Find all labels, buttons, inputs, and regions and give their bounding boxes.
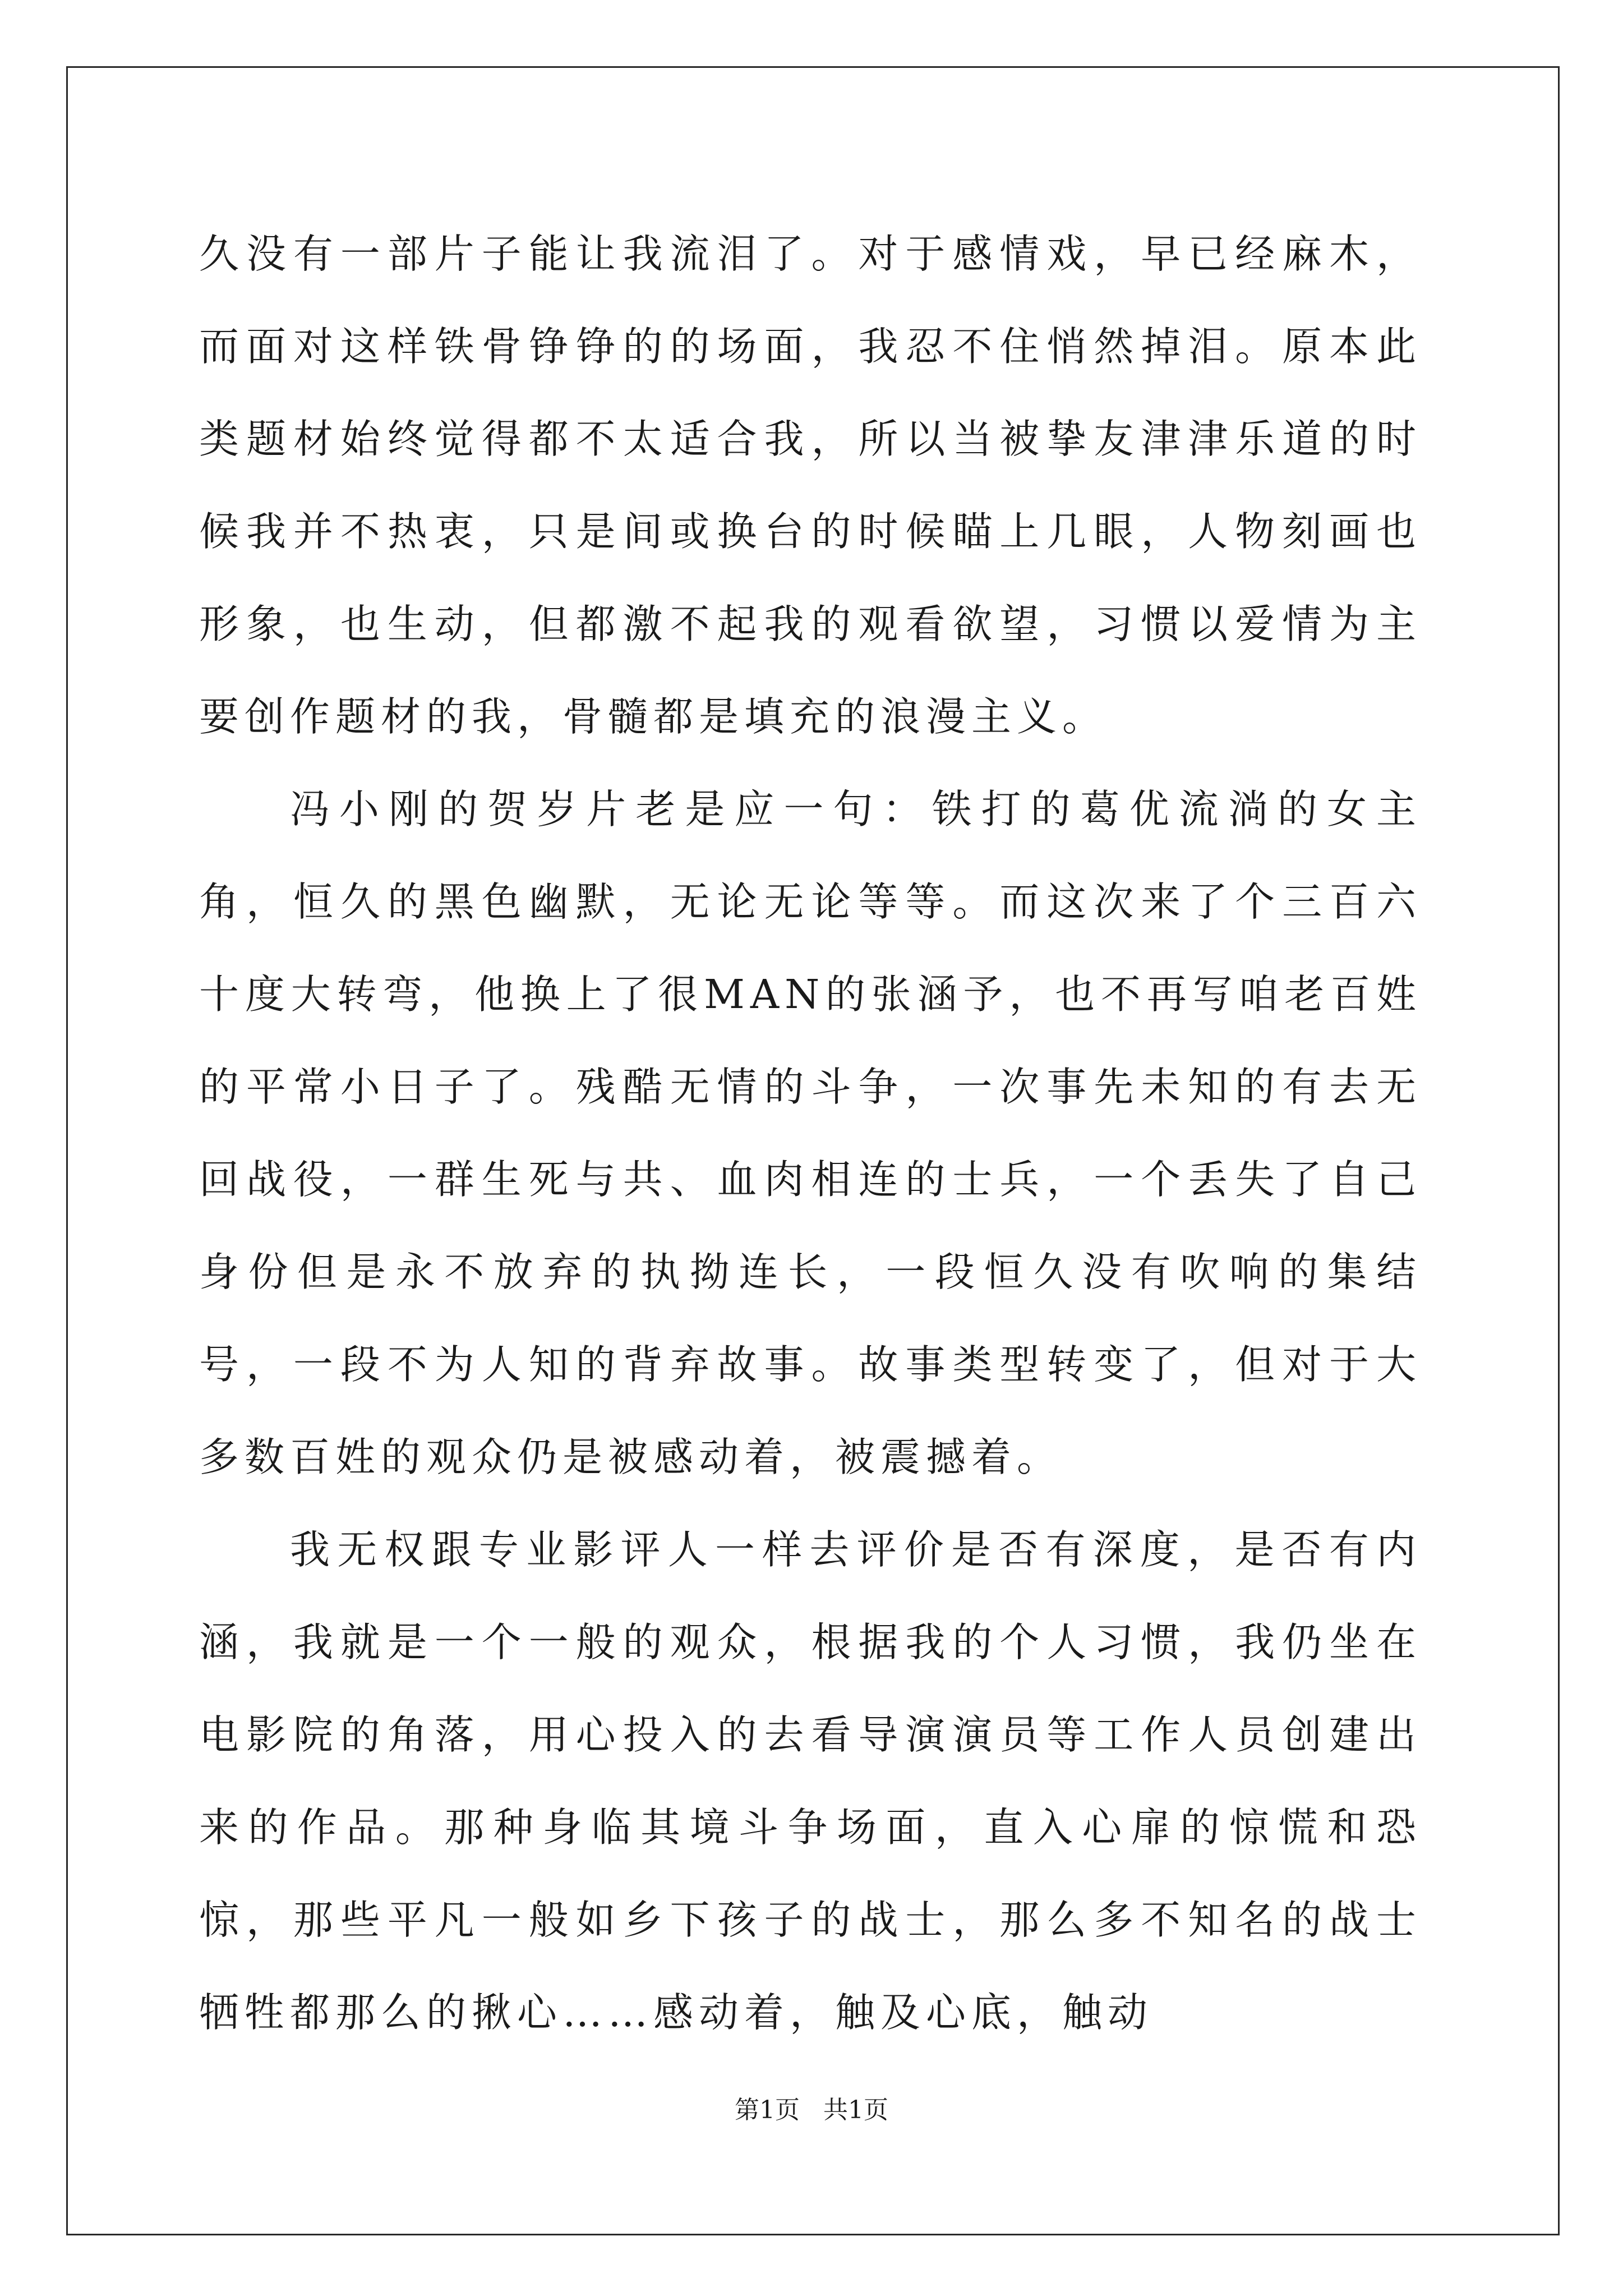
page-footer <box>0 2093 1623 2127</box>
paragraph-2: 冯小刚的贺岁片老是应一句：铁打的葛优流淌的女主角，恒久的黑色幽默，无论无论等等。而这次来了个三百六十度大转弯，他换上了很MAN的张涵予，也不再写咱老百姓的平常小日子了。残酷无情的斗争，一次事先未知的有去无回战役，一群生死与共、血肉相连的士兵，一个丢失了自己身份但是永不放弃的执拗连长，一段恒久没有吹响的集结号，一段不为人知的背弃故事。故事类型转变了，但对于大多数百姓的观众仍是被感动着，被震撼着。 <box>199 786 1422 1480</box>
page-number-total: 共1页 <box>823 2096 888 2124</box>
paragraph-3: 我无权跟专业影评人一样去评价是否有深度，是否有内涵，我就是一个一般的观众，根据我的个人习惯，我仍坐在电影院的角落，用心投入的去看导演演员等工作人员创建出来的作品。那种身临其境斗争场面，直入心扉的惊慌和恐惊，那些平凡一般如乡下孩子的战士，那么多不知名的战士牺牲都那么的揪心……感动着，触及心底，触动 <box>199 1526 1422 2036</box>
paragraph-1: 久没有一部片子能让我流泪了。对于感情戏，早已经麻木，而面对这样铁骨铮铮的的场面，我忍不住悄然掉泪。原本此类题材始终觉得都不太适合我，所以当被挚友津津乐道的时候我并不热衷，只是间或换台的时候瞄上几眼，人物刻画也形象，也生动，但都激不起我的观看欲望，习惯以爱情为主要创作题材的我，骨髓都是填充的浪漫主义。 <box>199 231 1422 740</box>
page-number-current: 第1页 <box>735 2096 800 2124</box>
document-body <box>199 208 1422 2059</box>
